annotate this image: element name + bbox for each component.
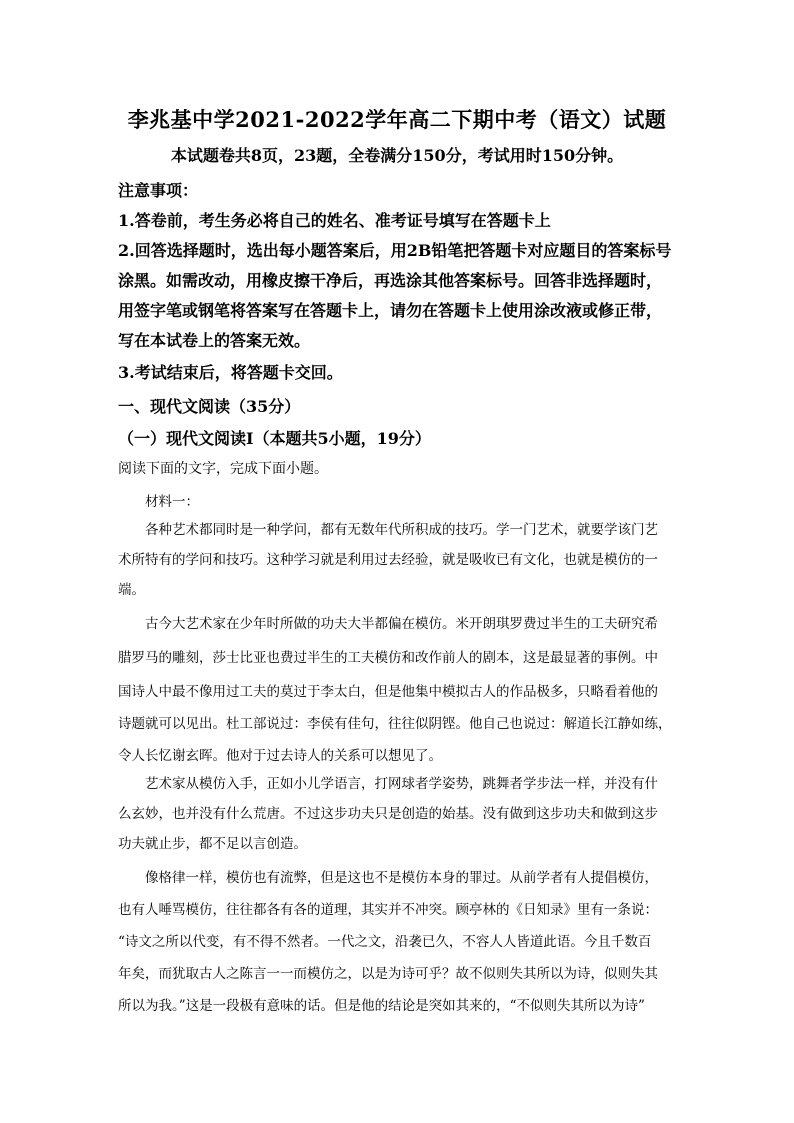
notice-item: 1.答卷前，考生务必将自己的姓名、准考证号填写在答题卡上 bbox=[118, 211, 551, 230]
material-line: 么玄妙，也并没有什么荒唐。不过这步功夫只是创造的始基。没有做到这步功夫和做到这步 bbox=[118, 806, 658, 822]
material-line: 令人长忆谢玄晖。他对于过去诗人的关系可以想见了。 bbox=[118, 748, 442, 764]
material-line: 所以为我。”这是一段极有意味的话。但是他的结论是突如其来的，“不似则失其所以为诗” bbox=[118, 998, 645, 1014]
material-line: “诗文之所以代变，有不得不然者。一代之文，沿袭已久，不容人人皆道此语。今且千数百 bbox=[118, 934, 652, 950]
material-line: 艺术家从模仿入手，正如小儿学语言，打网球者学姿势，跳舞者学步法一样，并没有什 bbox=[145, 776, 658, 792]
notice-heading: 注意事项： bbox=[118, 181, 199, 200]
notice-item: 涂黑。如需改动，用橡皮擦干净后，再选涂其他答案标号。回答非选择题时， bbox=[118, 271, 663, 290]
notice-item: 写在本试卷上的答案无效。 bbox=[118, 331, 311, 350]
material-line: 古今大艺术家在少年时所做的功夫大半都偏在模仿。米开朗琪罗费过半生的工夫研究希 bbox=[145, 616, 658, 632]
subsection-heading: （一）现代文阅读Ⅰ（本题共5小题，19分） bbox=[118, 429, 431, 448]
material-line: 术所特有的学问和技巧。这种学习就是利用过去经验，就是吸收已有文化，也就是模仿的一 bbox=[118, 552, 658, 568]
material-line: 像格律一样，模仿也有流弊，但是这也不是模仿本身的罪过。从前学者有人提倡模仿， bbox=[145, 870, 658, 886]
section-heading: 一、现代文阅读（35分） bbox=[118, 397, 301, 416]
reading-instruction: 阅读下面的文字，完成下面小题。 bbox=[118, 461, 328, 477]
material-line: 腊罗马的雕刻，莎士比亚也费过半生的工夫模仿和改作前人的剧本，这是最显著的事例。中 bbox=[118, 650, 658, 666]
material-line: 功夫就止步，都不足以言创造。 bbox=[118, 836, 307, 852]
material-line: 各种艺术都同时是一种学问，都有无数年代所积成的技巧。学一门艺术，就要学该门艺 bbox=[145, 522, 658, 538]
exam-info: 本试题卷共8页，23题，全卷满分150分，考试用时150分钟。 bbox=[170, 146, 624, 165]
material-line: 国诗人中最不像用过工夫的莫过于李太白，但是他集中模拟古人的作品极多，只略看着他的 bbox=[118, 684, 658, 700]
material-line: 也有人唾骂模仿，往往都各有各的道理，其实并不冲突。顾亭林的《日知录》里有一条说： bbox=[118, 902, 658, 918]
notice-item: 3.考试结束后，将答题卡交回。 bbox=[118, 363, 343, 382]
material-line: 年矣，而犹取古人之陈言一一而模仿之，以是为诗可乎？故不似则失其所以为诗，似则失其 bbox=[118, 966, 658, 982]
material-label: 材料一： bbox=[145, 494, 199, 510]
material-line: 端。 bbox=[118, 582, 145, 598]
material-line: 诗题就可以见出。杜工部说过：李侯有佳句，往往似阴铿。他自己也说过：解道长江静如练， bbox=[118, 716, 672, 732]
page-title: 李兆基中学2021-2022学年高二下期中考（语文）试题 bbox=[127, 107, 667, 132]
notice-item: 用签字笔或钢笔将答案写在答题卡上，请勿在答题卡上使用涂改液或修正带， bbox=[118, 301, 663, 320]
notice-item: 2.回答选择题时，选出每小题答案后，用2B铅笔把答题卡对应题目的答案标号 bbox=[118, 241, 672, 260]
